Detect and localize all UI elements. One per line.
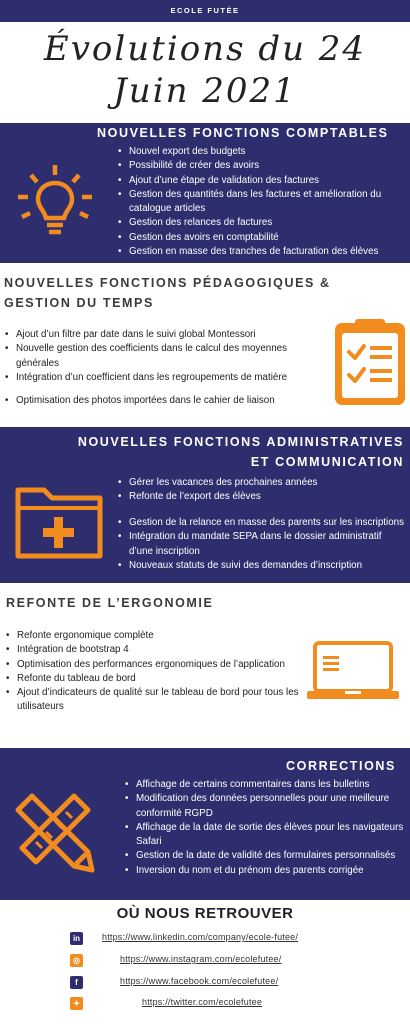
lightbulb-icon <box>14 163 96 243</box>
list-item: • Intégration d’un coefficient dans les regroupements de matière <box>5 371 330 385</box>
section-pedagogiques <box>0 263 410 427</box>
title-line-2: Juin 2021 <box>113 71 297 111</box>
list-item: • Gestion de la date de validité des formulaires personnalisés <box>125 849 408 863</box>
list-item: • Inversion du nom et du prénom des parents corrigée <box>125 864 408 878</box>
facebook-link[interactable]: https://www.facebook.com/ecolefutee/ <box>120 976 279 986</box>
twitter-icon[interactable]: ✦ <box>70 997 83 1010</box>
pencil-ruler-icon <box>10 788 96 874</box>
ergonomie-list <box>6 629 306 715</box>
section-corrections <box>0 748 410 900</box>
twitter-link[interactable]: https://twitter.com/ecolefutee <box>142 997 263 1007</box>
list-item: • Nouveaux statuts de suivi des demandes d’inscription <box>118 559 408 573</box>
linkedin-link[interactable]: https://www.linkedin.com/company/ecole-futee/ <box>102 932 299 942</box>
list-item: • Modification des données personnelles pour une meilleure conformité RGPD <box>125 792 408 821</box>
list-item: • Ajout d’une étape de validation des factures <box>118 174 408 188</box>
administratives-list <box>118 476 408 505</box>
list-item: • Nouvelle gestion des coefficients dans le calcul des moyennes générales <box>5 342 330 371</box>
laptop-icon <box>305 639 401 701</box>
list-item: • Refonte de l’export des élèves <box>118 490 408 504</box>
list-item: • Intégration de bootstrap 4 <box>6 643 306 657</box>
list-item: • Gestion en masse des tranches de facturation des élèves <box>118 245 408 259</box>
list-item: • Ajout d’indicateurs de qualité sur le tableau de bord pour tous les utilisateurs <box>6 686 306 715</box>
instagram-link[interactable]: https://www.instagram.com/ecolefutee/ <box>120 954 282 964</box>
linkedin-row <box>70 930 370 948</box>
list-item: • Refonte du tableau de bord <box>6 672 306 686</box>
pedagogiques-list-2 <box>5 394 330 408</box>
checklist-clipboard-icon <box>332 319 408 407</box>
facebook-icon[interactable]: f <box>70 976 83 989</box>
section-ergonomie-title: REFONTE DE L’ERGONOMIE <box>6 596 214 610</box>
instagram-row <box>70 952 370 970</box>
list-item: • Possibilité de créer des avoirs <box>118 159 408 173</box>
list-item: • Intégration du mandate SEPA dans le dossier administratif d’une inscription <box>118 530 408 559</box>
list-item: • Nouvel export des budgets <box>118 145 408 159</box>
list-item: • Gérer les vacances des prochaines années <box>118 476 408 490</box>
section-corrections-title: CORRECTIONS <box>286 759 396 773</box>
section-pedagogiques-title-line-2: GESTION DU TEMPS <box>4 296 154 310</box>
section-pedagogiques-title <box>4 273 331 313</box>
folder-add-icon <box>14 484 104 560</box>
list-item: • Affichage de certains commentaires dans les bulletins <box>125 778 408 792</box>
instagram-icon[interactable]: ◎ <box>70 954 83 967</box>
school-name: ECOLE FUTÉE <box>170 6 240 15</box>
corrections-list <box>125 778 408 878</box>
page-title <box>0 28 410 112</box>
title-line-1: Évolutions du 24 <box>43 29 367 69</box>
school-name-bar <box>0 0 410 22</box>
list-item: • Affichage de la date de sortie des élèves pour les navigateurs Safari <box>125 821 408 850</box>
list-item: • Optimisation des performances ergonomiques de l’application <box>6 658 306 672</box>
section-administratives-title <box>78 432 404 472</box>
list-item: • Gestion des relances de factures <box>118 216 408 230</box>
list-item: • Ajout d’un filtre par date dans le suivi global Montessori <box>5 328 330 342</box>
list-item: • Gestion de la relance en masse des parents sur les inscriptions <box>118 516 408 530</box>
comptables-list <box>118 145 408 259</box>
administratives-list-2 <box>118 516 408 573</box>
section-ergonomie <box>0 583 410 748</box>
section-administratives-title-line-2: ET COMMUNICATION <box>250 455 404 469</box>
list-item: • Optimisation des photos importées dans le cahier de liaison <box>5 394 330 408</box>
twitter-row <box>70 995 370 1013</box>
linkedin-icon[interactable]: in <box>70 932 83 945</box>
pedagogiques-list <box>5 328 330 385</box>
list-item: • Refonte ergonomique complète <box>6 629 306 643</box>
footer-title: OÙ NOUS RETROUVER <box>116 905 294 922</box>
section-comptables <box>0 123 410 263</box>
section-comptables-title: NOUVELLES FONCTIONS COMPTABLES <box>97 126 389 140</box>
section-pedagogiques-title-line-1: NOUVELLES FONCTIONS PÉDAGOGIQUES & <box>4 276 331 290</box>
list-item: • Gestion des quantités dans les factures et amélioration du catalogue articles <box>118 188 408 217</box>
section-administratives-title-line-1: NOUVELLES FONCTIONS ADMINISTRATIVES <box>77 435 404 449</box>
facebook-row <box>70 974 370 992</box>
list-item: • Gestion des avoirs en comptabilité <box>118 231 408 245</box>
section-administratives <box>0 427 410 583</box>
